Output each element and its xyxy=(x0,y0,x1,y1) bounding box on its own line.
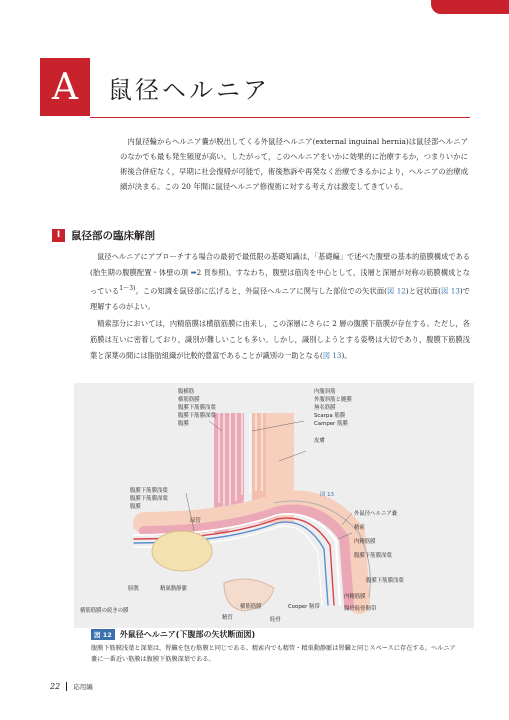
figure-label: 腹膜 xyxy=(178,421,189,427)
figure-labels-top-left xyxy=(178,388,216,428)
figure-label-transversalis: 横筋筋膜 xyxy=(240,604,262,610)
figure-label: 腹膜下筋膜深葉 xyxy=(178,413,216,419)
figure-label-spermatic: 精管 xyxy=(222,615,233,621)
figure-label: 腹横筋 xyxy=(178,389,195,395)
figure-label-skin: 皮膚 xyxy=(314,438,325,444)
figure-label: 腹膜下筋膜浅葉 xyxy=(130,488,168,494)
figure-label: Scarpa 筋膜 xyxy=(314,413,346,419)
page-number: 22 xyxy=(50,682,61,691)
figure-label: 内腹斜筋 xyxy=(314,389,336,395)
figure-label: 外鼠径ヘルニア嚢 xyxy=(354,511,398,517)
figure-label: 腹膜下筋膜浅葉 xyxy=(178,405,216,411)
figure-caption-heading xyxy=(91,629,255,640)
figure-label-sub-superficial: 腹膜下筋膜浅葉 xyxy=(366,578,404,584)
section-number: I xyxy=(52,229,65,242)
figure-label-bladder: 膀胱 xyxy=(128,586,139,592)
body-paragraph-2 xyxy=(90,316,470,364)
figure-label: 腹膜下筋膜深葉 xyxy=(130,496,168,502)
section-heading xyxy=(52,228,155,242)
page-corner-tab xyxy=(431,0,509,14)
chapter-title-rule xyxy=(90,117,470,118)
figure-label-urachus: 尿管 xyxy=(190,518,201,524)
para1-text-e: )で理解するのがよい。 xyxy=(90,286,470,312)
footer-separator xyxy=(66,682,67,691)
figure-label-continuation: 横筋筋膜の続きの膜 xyxy=(80,608,129,614)
body-paragraph-1 xyxy=(90,249,470,315)
figure-caption-title: 外鼠径ヘルニア(下腹部の矢状断面図) xyxy=(119,630,256,639)
figure-label-fig13-ref: 図 13 xyxy=(320,492,334,498)
anatomy-figure xyxy=(74,383,474,628)
figure-label-inner-fascia: 内精筋膜 xyxy=(344,594,366,600)
figure-label-vessels: 精巣動静脈 xyxy=(160,586,187,592)
figure-ref-link[interactable]: 図 13 xyxy=(322,351,342,360)
figure-label: 外腹斜筋と腱膜 xyxy=(314,397,352,403)
para1-text-c: 。この知識を鼠径部に広げると，外鼠径ヘルニアに関与した部位での矢状面( xyxy=(135,286,387,296)
para1-text-d: )と冠状面( xyxy=(405,286,441,296)
page-ref-arrow-icon: ➡ xyxy=(190,268,197,277)
figure-label: 無名筋膜 xyxy=(314,405,336,411)
figure-labels-top-right xyxy=(314,388,352,428)
page-footer xyxy=(50,682,93,691)
para1-text-a: 鼠径ヘルニアにアプローチする場合の最初で最低限の基礎知識は，「基礎編」で述べた腹壁の基本的筋膜構成である(胎生期の腹膜配置・体壁の項 xyxy=(90,252,470,277)
figure-label: 横筋筋膜 xyxy=(178,397,200,403)
figure-caption-text: 腹膜下筋膜浅葉と深葉は，腎臓を包む筋膜と同じである。精索内でも精管・精巣動静脈は腎臓と同じスペースに存在する。ヘルニア嚢に一番近い筋膜は腹膜下筋膜深葉である。 xyxy=(91,645,456,663)
figure-label-pubic-ligament: 腸骨恥骨靭帯 xyxy=(344,606,377,612)
figure-label: 精索 xyxy=(354,525,365,531)
section-title: 鼠径部の臨床解剖 xyxy=(71,229,155,242)
figure-labels-mid-right xyxy=(354,507,397,563)
para1-text-b: 2 頁参照)。すなわち，腹壁は筋肉を中心として，浅層と深層が対称の筋膜構成となっている xyxy=(90,268,470,296)
figure-label-cooper: Cooper 靭帯 xyxy=(288,604,320,610)
chapter-title: 鼠径ヘルニア xyxy=(108,76,270,104)
para2-text-b: )。 xyxy=(341,351,352,360)
chapter-letter-badge: A xyxy=(40,58,90,116)
figure-label-pubis: 恥骨 xyxy=(270,617,281,623)
figure-ref-link[interactable]: 図 13 xyxy=(440,286,460,296)
part-label: 応用編 xyxy=(73,683,93,691)
bladder-shape xyxy=(152,531,212,571)
figure-number-badge: 図 12 xyxy=(91,629,115,640)
citation-superscript: 1〜3) xyxy=(119,285,136,292)
figure-label: 内精筋膜 xyxy=(354,539,376,545)
figure-label: Camper 筋膜 xyxy=(314,421,348,427)
figure-label: 腹膜 xyxy=(130,504,141,510)
figure-labels-mid-left xyxy=(130,487,168,511)
intro-paragraph: 内鼠径輪からヘルニア嚢が脱出してくる外鼠径ヘルニア(external inguinal hernia)は鼠径部ヘルニアのなかでも最も発生頻度が高い。したがって，このヘルニアをいかに効果的に治療するか，つまりいかに術後合併症なく，早期に社会復帰が可能で，術後愁訴や再発なく治療できるかにより，ヘルニアの治療成績が決まる。この 20 年間に鼠径ヘルニア修復術に対する考え方は激変してきている。 xyxy=(120,137,468,191)
figure-ref-link[interactable]: 図 12 xyxy=(386,286,406,296)
figure-label: 腹膜下筋膜深葉 xyxy=(354,553,392,559)
para2-text-a: 精索部分においては，内精筋膜は横筋筋膜に由来し，この深層にさらに 2 層の腹膜下筋膜が存在する。ただし，各筋膜は互いに密着しており，識別が難しいことも多い。しかし，識別しようとする姿勢は大切であり，腹膜下筋膜浅葉と深葉の間には脂肪組織が比較的豊富であることが識別の一助となる( xyxy=(90,319,470,360)
